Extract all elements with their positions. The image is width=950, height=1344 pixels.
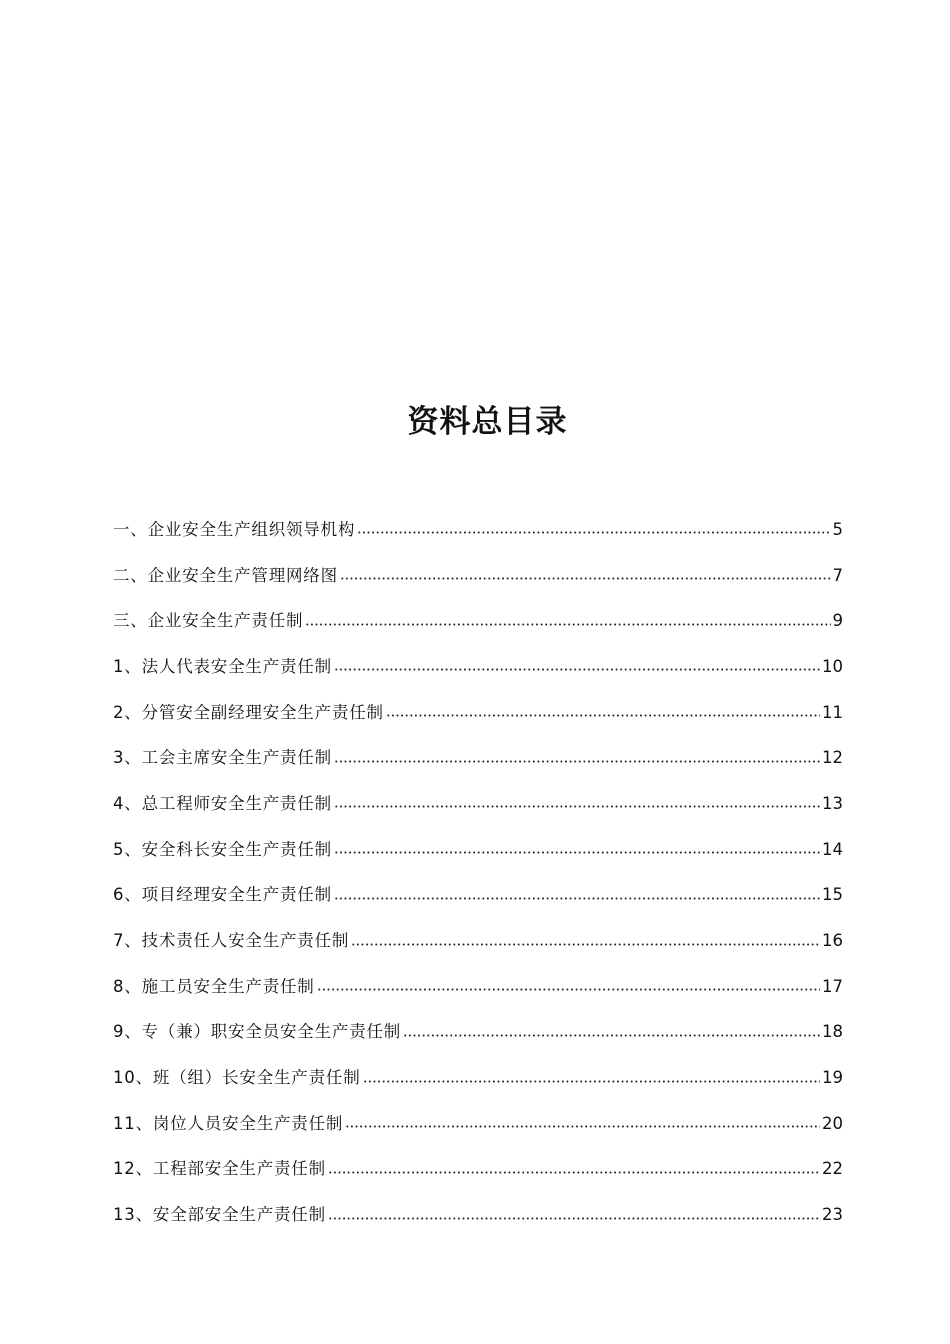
toc-entry [113, 781, 843, 827]
toc-entry-label: 一、企业安全生产组织领导机构 [113, 519, 356, 539]
table-of-contents [113, 507, 843, 1238]
toc-dot-leader [357, 531, 830, 534]
toc-dot-leader [403, 1034, 820, 1037]
toc-entry-label: 1、法人代表安全生产责任制 [113, 656, 332, 676]
toc-entry-label: 11、岗位人员安全生产责任制 [113, 1113, 344, 1133]
toc-entry-label: 三、企业安全生产责任制 [113, 611, 304, 631]
toc-entry-page: 19 [822, 1068, 843, 1088]
toc-dot-leader [334, 805, 820, 808]
toc-entry-page: 18 [822, 1022, 843, 1042]
toc-entry-label: 5、安全科长安全生产责任制 [113, 839, 332, 859]
toc-entry-label: 9、专（兼）职安全员安全生产责任制 [113, 1022, 402, 1042]
toc-entry-label: 2、分管安全副经理安全生产责任制 [113, 702, 384, 722]
toc-dot-leader [386, 714, 820, 717]
toc-entry-page: 14 [822, 839, 843, 859]
toc-entry [113, 735, 843, 781]
toc-entry-label: 二、企业安全生产管理网络图 [113, 565, 338, 585]
toc-dot-leader [334, 897, 820, 900]
toc-entry [113, 873, 843, 919]
toc-dot-leader [334, 760, 820, 763]
toc-entry-page: 12 [822, 748, 843, 768]
toc-entry [113, 1101, 843, 1147]
toc-entry [113, 964, 843, 1010]
toc-entry-page: 20 [822, 1113, 843, 1133]
toc-entry [113, 690, 843, 736]
toc-entry [113, 827, 843, 873]
toc-entry-page: 17 [822, 976, 843, 996]
toc-entry-label: 6、项目经理安全生产责任制 [113, 885, 332, 905]
toc-dot-leader [345, 1125, 820, 1128]
toc-dot-leader [363, 1080, 821, 1083]
toc-entry [113, 644, 843, 690]
toc-entry [113, 1010, 843, 1056]
toc-dot-leader [328, 1217, 820, 1220]
toc-entry [113, 1055, 843, 1101]
toc-dot-leader [334, 668, 820, 671]
toc-entry-label: 10、班（组）长安全生产责任制 [113, 1068, 361, 1088]
toc-entry [113, 507, 843, 553]
toc-entry-page: 7 [832, 565, 843, 585]
toc-entry [113, 1147, 843, 1193]
toc-entry-page: 11 [822, 702, 843, 722]
document-title: 资料总目录 [407, 404, 568, 440]
toc-entry-label: 8、施工员安全生产责任制 [113, 976, 315, 996]
toc-entry-page: 10 [822, 656, 843, 676]
toc-entry-label: 12、工程部安全生产责任制 [113, 1159, 326, 1179]
toc-dot-leader [317, 988, 820, 991]
toc-entry-page: 22 [822, 1159, 843, 1179]
toc-entry-label: 4、总工程师安全生产责任制 [113, 793, 332, 813]
toc-entry [113, 918, 843, 964]
toc-entry-page: 15 [822, 885, 843, 905]
toc-entry-page: 5 [832, 519, 843, 539]
toc-entry-page: 9 [832, 611, 843, 631]
toc-entry [113, 553, 843, 599]
toc-dot-leader [340, 577, 831, 580]
toc-dot-leader [351, 943, 820, 946]
toc-entry-page: 16 [822, 931, 843, 951]
toc-entry-label: 7、技术责任人安全生产责任制 [113, 931, 350, 951]
toc-dot-leader [334, 851, 820, 854]
toc-entry-label: 13、安全部安全生产责任制 [113, 1205, 326, 1225]
toc-entry [113, 1192, 843, 1238]
toc-dot-leader [328, 1171, 820, 1174]
toc-entry-label: 3、工会主席安全生产责任制 [113, 748, 332, 768]
toc-entry-page: 13 [822, 793, 843, 813]
toc-entry [113, 598, 843, 644]
toc-dot-leader [305, 623, 830, 626]
toc-entry-page: 23 [822, 1205, 843, 1225]
